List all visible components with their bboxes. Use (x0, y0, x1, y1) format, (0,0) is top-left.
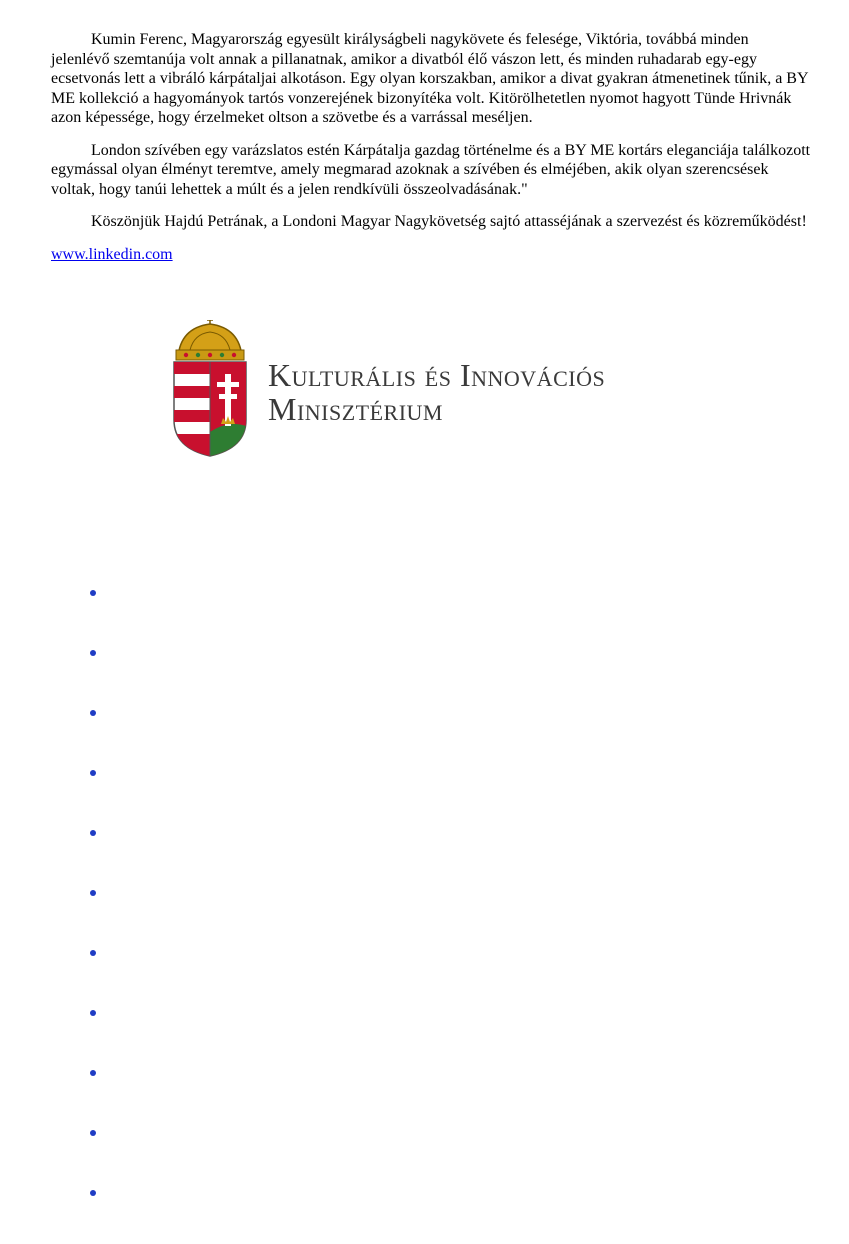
paragraph-thanks: Köszönjük Hajdú Petrának, a Londoni Magyar Nagykövetség sajtó attasséjának a szervezést és közreműködést! (91, 213, 807, 230)
list-item (88, 1064, 108, 1124)
bullet-dot-icon (90, 1070, 96, 1076)
ministry-name-line1: Kulturális és Innovációs (268, 357, 606, 393)
article-body (51, 30, 811, 264)
list-item (88, 584, 108, 644)
linkedin-link[interactable]: www.linkedin.com (51, 245, 173, 263)
bullet-dot-icon (90, 950, 96, 956)
paragraph-london-evening: London szívében egy varázslatos estén Kárpátalja gazdag történelme és a BY ME kortárs eleganciája találkozott egymással olyan élményt teremtve, amely megmarad azoknak a szívében és elméjében, akik olyan szerencsések voltak, hogy tanúi lehettek a múlt és a jelen rendkívüli összeolvadásának." (51, 141, 811, 198)
list-item (88, 1124, 108, 1184)
list-item (88, 1004, 108, 1064)
list-item (88, 944, 108, 1004)
paragraph-ambassador: Kumin Ferenc, Magyarország egyesült királyságbeli nagykövete és felesége, Viktória, továbbá minden jelenlévő szemtanúja volt annak a pillanatnak, amikor a divatból élő vászon lett, és minden ruhadarab egy-egy ecsetvonás lett a vibráló kárpátaljai alkotáson. Egy olyan korszakban, amikor a divat gyakran átmenetinek tűnik, a BY ME kollekció a hagyományok tartós vonzerejének bizonyítéka volt. Kitörölhetetlen nyomot hagyott Tünde Hrivnák azon képessége, hogy érzelmeket oltson a szövetbe és a varrással meséljen. (51, 31, 808, 126)
list-item (88, 644, 108, 704)
bullet-dot-icon (90, 830, 96, 836)
list-item (88, 1184, 108, 1244)
bullet-dot-icon (90, 1130, 96, 1136)
hungarian-coat-of-arms-icon (170, 320, 250, 460)
bullet-dot-icon (90, 890, 96, 896)
ministry-logo (170, 320, 710, 460)
ministry-name (268, 358, 605, 426)
bullet-list (88, 584, 108, 1244)
list-item (88, 824, 108, 884)
list-item (88, 884, 108, 944)
bullet-dot-icon (90, 1010, 96, 1016)
list-item (88, 704, 108, 764)
bullet-dot-icon (90, 770, 96, 776)
bullet-dot-icon (90, 650, 96, 656)
bullet-dot-icon (90, 590, 96, 596)
bullet-dot-icon (90, 710, 96, 716)
bullet-dot-icon (90, 1190, 96, 1196)
ministry-name-line2: Minisztérium (268, 391, 443, 427)
list-item (88, 764, 108, 824)
